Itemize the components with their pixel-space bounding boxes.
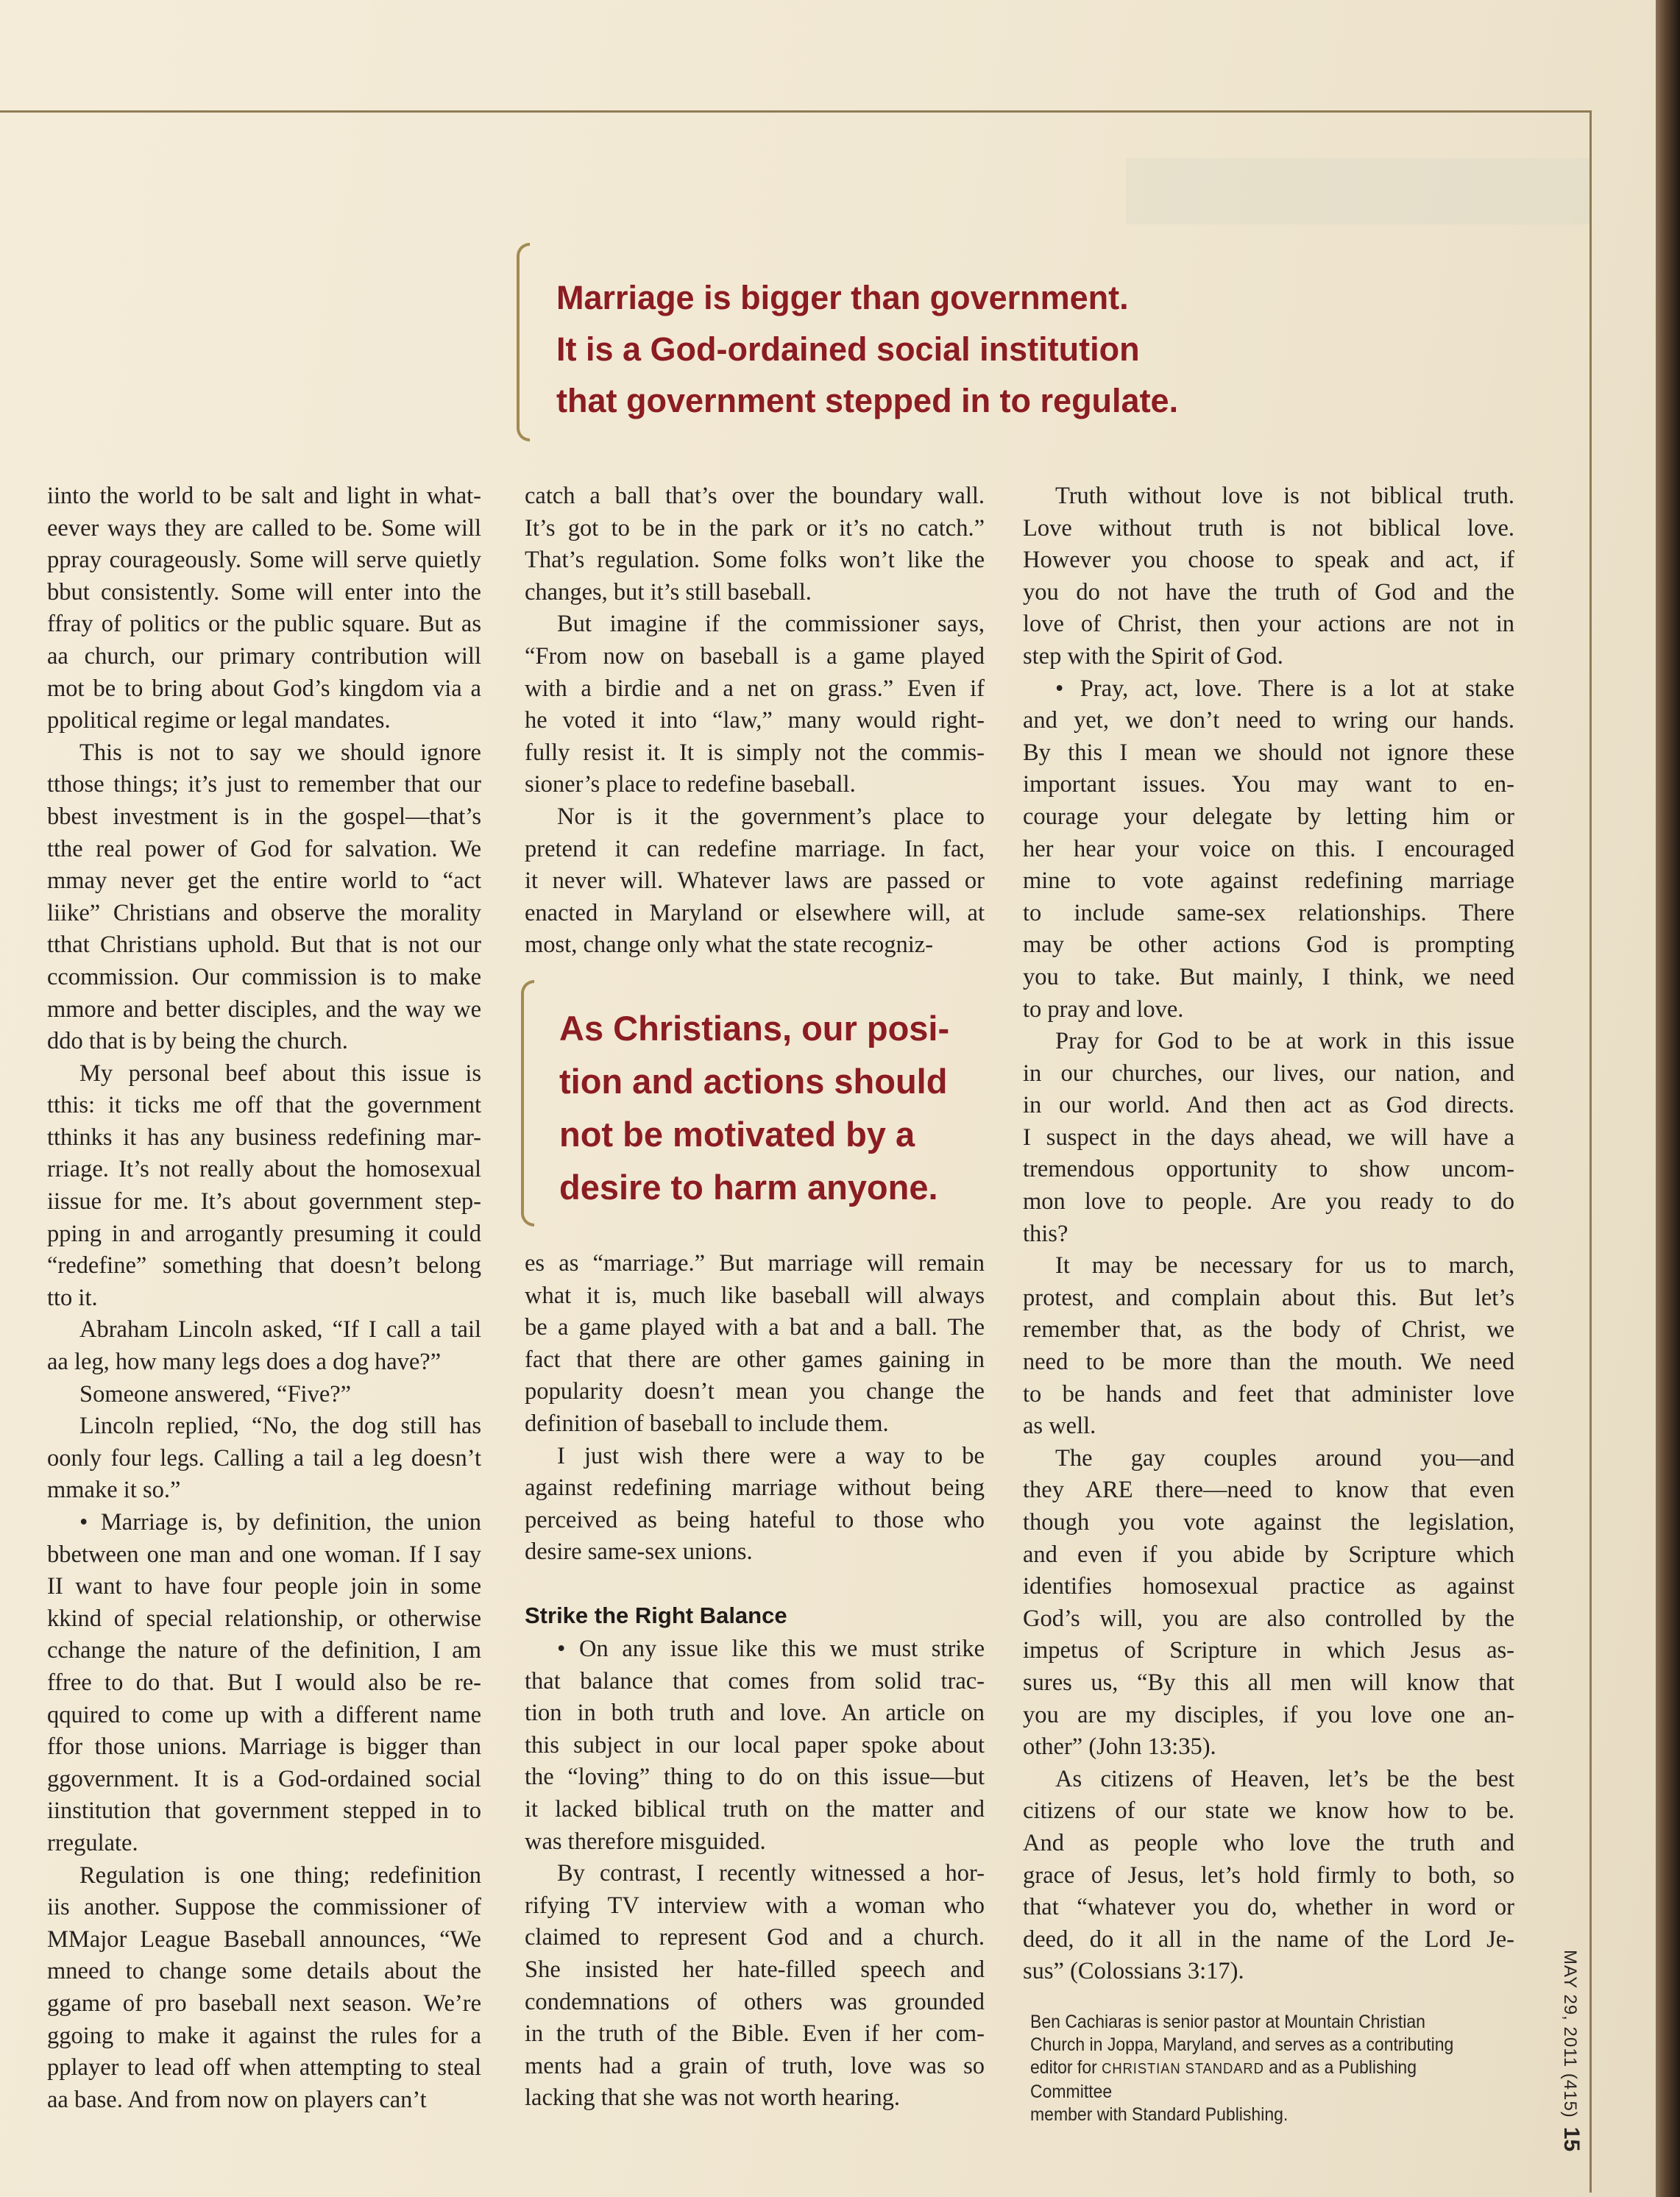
bio-text: editor for	[1030, 2057, 1102, 2078]
bio-line: Church in Joppa, Maryland, and serves as a contributing	[1030, 2034, 1454, 2055]
text-line: iinstitution that government stepped in to	[47, 1797, 481, 1825]
text-line: tthinks it has any business redefining mar-	[47, 1124, 481, 1151]
text-line: mot be to bring about God’s kingdom via a	[47, 675, 481, 702]
page-edge	[1656, 0, 1680, 2197]
text-line: As citizens of Heaven, let’s be the best	[1055, 1765, 1514, 1792]
text-line: changes, but it’s still baseball.	[525, 578, 812, 606]
text-line: and yet, we don’t need to wring our hands.	[1023, 707, 1514, 734]
text-line: eever ways they are called to be. Some will	[47, 514, 481, 542]
text-line: aa leg, how many legs does a dog have?”	[47, 1349, 442, 1376]
text-line: II want to have four people join in some	[47, 1573, 481, 1600]
text-line: in the truth of the Bible. Even if her com-	[525, 2020, 985, 2048]
text-line: It may be necessary for us to march,	[1055, 1252, 1514, 1279]
text-line: this?	[1023, 1220, 1068, 1247]
text-line: you to take. But mainly, I think, we need	[1023, 963, 1514, 990]
text-line: enacted in Maryland or elsewhere will, at	[525, 899, 985, 926]
text-line: However you choose to speak and act, if	[1023, 547, 1514, 574]
publication-name: CHRISTIAN STANDARD	[1102, 2061, 1264, 2077]
text-line: I just wish there were a way to be	[557, 1442, 985, 1469]
text-line: sus” (Colossians 3:17).	[1023, 1958, 1244, 1985]
text-line: other” (John 13:35).	[1023, 1733, 1216, 1761]
text-line: ffree to do that. But I would also be re-	[47, 1669, 481, 1696]
text-line: tto it.	[47, 1284, 98, 1311]
text-line: deed, do it all in the name of the Lord Je-	[1023, 1926, 1514, 1953]
text-line: She insisted her hate-filled speech and	[525, 1956, 985, 1983]
text-line: citizens of our state we know how to be.	[1023, 1797, 1514, 1825]
pull-quote-line: not be motivated by a	[559, 1115, 915, 1154]
text-line: The gay couples around you—and	[1055, 1444, 1514, 1472]
pull-quote-line: tion and actions should	[559, 1062, 948, 1101]
text-line: tremendous opportunity to show uncom-	[1023, 1156, 1514, 1183]
text-line: desire same-sex unions.	[525, 1538, 753, 1566]
text-line: against redefining marriage without being	[525, 1474, 985, 1502]
text-line: ddo that is by being the church.	[47, 1028, 348, 1055]
text-line: tthis: it ticks me off that the government	[47, 1092, 481, 1119]
text-line: the “loving” thing to do on this issue—but	[525, 1764, 985, 1791]
text-line: • On any issue like this we must strike	[557, 1636, 985, 1662]
article-column-1	[47, 480, 481, 2116]
text-line: God’s will, you are also controlled by the	[1023, 1605, 1514, 1632]
text-line: iissue for me. It’s about government step-	[47, 1188, 481, 1215]
text-line: rriage. It’s not really about the homosexual	[47, 1156, 481, 1183]
text-line: to be hands and feet that administer love	[1023, 1380, 1514, 1408]
article-column-2-section	[525, 1633, 985, 2115]
text-line: cchange the nature of the definition, I am	[47, 1637, 481, 1664]
text-line: tthat Christians uphold. But that is not our	[47, 931, 481, 959]
text-line: Nor is it the government’s place to	[557, 803, 985, 830]
text-line: though you vote against the legislation,	[1023, 1509, 1514, 1536]
text-line: liike” Christians and observe the morality	[47, 899, 481, 926]
text-line: tthose things; it’s just to remember that our	[47, 771, 481, 798]
text-line: and even if you abide by Scripture which	[1023, 1541, 1514, 1568]
text-line: grace of Jesus, let’s hold firmly to both, so	[1023, 1861, 1514, 1889]
text-line: mmay never get the entire world to “act	[47, 867, 481, 895]
text-line: pping in and arrogantly presuming it could	[47, 1220, 481, 1247]
text-line: “redefine” something that doesn’t belong	[47, 1252, 481, 1279]
text-line: bbut consistently. Some will enter into the	[47, 578, 481, 606]
text-line: you are my disciples, if you love one an-	[1023, 1701, 1514, 1728]
page-folio	[1554, 1950, 1584, 2185]
author-bio	[1030, 2011, 1484, 2126]
text-line: ments had a grain of truth, love was so	[525, 2052, 985, 2079]
text-line: mmore and better disciples, and the way we	[47, 995, 481, 1023]
text-line: And as people who love the truth and	[1023, 1829, 1514, 1856]
issue-date: MAY 29, 2011 (415)	[1560, 1950, 1580, 2118]
text-line: iis another. Suppose the commissioner of	[47, 1894, 481, 1921]
text-line: important issues. You may want to en-	[1023, 771, 1514, 798]
text-line: fully resist it. It is simply not the commis-	[525, 739, 985, 766]
text-line: with a birdie and a net on grass.” Even if	[525, 675, 985, 702]
text-line: iinto the world to be salt and light in what-	[47, 483, 481, 509]
text-line: courage your delegate by letting him or	[1023, 803, 1514, 830]
text-line: impetus of Scripture in which Jesus as-	[1023, 1637, 1514, 1664]
text-line: ppray courageously. Some will serve quietly	[47, 547, 481, 574]
text-line: definition of baseball to include them.	[525, 1410, 889, 1437]
text-line: fact that there are other games gaining in	[525, 1346, 985, 1373]
frame-rule-top	[0, 110, 1591, 113]
text-line: he voted it into “law,” many would right-	[525, 707, 985, 734]
text-line: it never will. Whatever laws are passed or	[525, 867, 985, 895]
text-line: sioner’s place to redefine baseball.	[525, 771, 856, 798]
bio-line: Ben Cachiaras is senior pastor at Mountain Christian	[1030, 2012, 1425, 2032]
text-line: It’s got to be in the park or it’s no catch.”	[525, 514, 985, 542]
text-line: Regulation is one thing; redefinition	[79, 1861, 481, 1889]
text-line: be a game played with a bat and a ball. The	[525, 1314, 985, 1341]
text-line: ggame of pro baseball next season. We’re	[47, 1990, 481, 2017]
text-line: what it is, much like baseball will always	[525, 1282, 985, 1309]
pull-quote-line: that government stepped in to regulate.	[556, 382, 1179, 419]
pull-quote-line: As Christians, our posi-	[559, 1009, 950, 1048]
text-line: But imagine if the commissioner says,	[557, 611, 985, 638]
section-subhead: Strike the Right Balance	[525, 1603, 787, 1628]
pull-quote-line: Marriage is bigger than government.	[556, 279, 1129, 316]
text-line: claimed to represent God and a church.	[525, 1924, 985, 1951]
pull-quote-bracket	[517, 243, 530, 441]
text-line: sures us, “By this all men will know that	[1023, 1669, 1514, 1696]
text-line: love of Christ, then your actions are not in	[1023, 611, 1514, 638]
text-line: pplayer to lead off when attempting to steal	[47, 2054, 481, 2081]
show-through-box	[1126, 158, 1589, 224]
text-line: MMajor League Baseball announces, “We	[47, 1926, 481, 1953]
text-line: aa church, our primary contribution will	[47, 642, 481, 670]
text-line: That’s regulation. Some folks won’t like the	[525, 547, 985, 574]
text-line: it lacked biblical truth on the matter and	[525, 1795, 985, 1822]
text-line: kkind of special relationship, or otherwise	[47, 1605, 481, 1632]
pull-quote-text	[556, 272, 1178, 427]
text-line: I suspect in the days ahead, we will have a	[1023, 1124, 1514, 1151]
text-line: ffray of politics or the public square. But as	[47, 611, 481, 638]
pull-quote-top	[517, 243, 1289, 441]
text-line: mine to vote against redefining marriage	[1023, 867, 1514, 895]
pull-quote-text	[559, 1002, 949, 1214]
text-line: mon love to people. Are you ready to do	[1023, 1188, 1514, 1215]
text-line: bbetween one man and one woman. If I say	[47, 1541, 481, 1568]
text-line: oonly four legs. Calling a tail a leg doesn’t	[47, 1444, 481, 1472]
bio-line	[1030, 2056, 1484, 2104]
text-line: that “whatever you do, whether in word or	[1023, 1894, 1514, 1921]
text-line: tthe real power of God for salvation. We	[47, 835, 481, 862]
pull-quote-middle	[521, 980, 999, 1227]
text-line: identifies homosexual practice as against	[1023, 1573, 1514, 1600]
text-line: need to be more than the mouth. We need	[1023, 1349, 1514, 1376]
text-line: may be other actions God is prompting	[1023, 931, 1514, 959]
pull-quote-bracket	[521, 980, 534, 1227]
text-line: Pray for God to be at work in this issue	[1055, 1028, 1514, 1055]
text-line: mmake it so.”	[47, 1477, 181, 1504]
text-line: Love without truth is not biblical love.	[1023, 514, 1514, 542]
text-line: lacking that she was not worth hearing.	[525, 2084, 900, 2112]
text-line: By contrast, I recently witnessed a hor-	[557, 1860, 985, 1887]
text-line: condemnations of others was grounded	[525, 1988, 985, 2015]
text-line: perceived as being hateful to those who	[525, 1506, 985, 1533]
frame-rule-right	[1589, 110, 1592, 2193]
text-line: most, change only what the state recogniz-	[525, 931, 934, 959]
text-line: step with the Spirit of God.	[1023, 642, 1283, 670]
text-line: protest, and complain about this. But let’s	[1023, 1284, 1514, 1311]
text-line: aa base. And from now on players can’t	[47, 2086, 427, 2113]
article-column-2-continued	[525, 1248, 985, 1569]
text-line: Truth without love is not biblical truth.	[1055, 483, 1514, 509]
text-line: This is not to say we should ignore	[79, 739, 481, 766]
text-line: rregulate.	[47, 1829, 138, 1856]
text-line: mneed to change some details about the	[47, 1958, 481, 1985]
text-line: “From now on baseball is a game played	[525, 642, 985, 670]
text-line: ggovernment. It is a God-ordained social	[47, 1765, 481, 1792]
text-line: that balance that comes from solid trac-	[525, 1667, 985, 1694]
page-number: 15	[1559, 2126, 1584, 2152]
text-line: tion in both truth and love. An article on	[525, 1700, 985, 1727]
text-line: this subject in our local paper spoke about	[525, 1731, 985, 1758]
text-line: ffor those unions. Marriage is bigger than	[47, 1733, 481, 1761]
text-line: to include same-sex relationships. There	[1023, 899, 1514, 926]
text-line: to pray and love.	[1023, 995, 1184, 1023]
article-column-3	[1023, 480, 1514, 1988]
text-line: in our world. And then act as God directs.	[1023, 1092, 1514, 1119]
text-line: you do not have the truth of God and the	[1023, 578, 1514, 606]
text-line: Someone answered, “Five?”	[79, 1380, 352, 1408]
text-line: Lincoln replied, “No, the dog still has	[79, 1413, 481, 1440]
text-line: qquired to come up with a different name	[47, 1701, 481, 1728]
bio-text: and as a Publishing Committee	[1030, 2057, 1417, 2102]
text-line: By this I mean we should not ignore these	[1023, 739, 1514, 766]
text-line: they ARE there—need to know that even	[1023, 1477, 1514, 1504]
text-line: My personal beef about this issue is	[79, 1060, 481, 1087]
text-line: Abraham Lincoln asked, “If I call a tail	[79, 1316, 481, 1344]
text-line: in our churches, our lives, our nation, and	[1023, 1060, 1514, 1087]
text-line: popularity doesn’t mean you change the	[525, 1378, 985, 1405]
text-line: • Marriage is, by definition, the union	[79, 1509, 481, 1536]
text-line: her hear your voice on this. I encouraged	[1023, 835, 1514, 862]
text-line: bbest investment is in the gospel—that’s	[47, 803, 481, 830]
text-line: remember that, as the body of Christ, we	[1023, 1316, 1514, 1344]
text-line: pretend it can redefine marriage. In fact,	[525, 835, 985, 862]
pull-quote-line: It is a God-ordained social institution	[556, 330, 1140, 368]
text-line: as well.	[1023, 1413, 1096, 1440]
article-column-2	[525, 480, 985, 962]
text-line: ppolitical regime or legal mandates.	[47, 707, 391, 734]
bio-line: member with Standard Publishing.	[1030, 2104, 1289, 2125]
text-line: catch a ball that’s over the boundary wall.	[525, 483, 985, 509]
pull-quote-line: desire to harm anyone.	[559, 1168, 938, 1207]
text-line: was therefore misguided.	[525, 1828, 766, 1855]
text-line: rifying TV interview with a woman who	[525, 1892, 985, 1919]
text-line: • Pray, act, love. There is a lot at stake	[1055, 675, 1514, 702]
text-line: ggoing to make it against the rules for a	[47, 2022, 481, 2049]
text-line: ccommission. Our commission is to make	[47, 963, 481, 990]
text-line: es as “marriage.” But marriage will remain	[525, 1250, 985, 1277]
